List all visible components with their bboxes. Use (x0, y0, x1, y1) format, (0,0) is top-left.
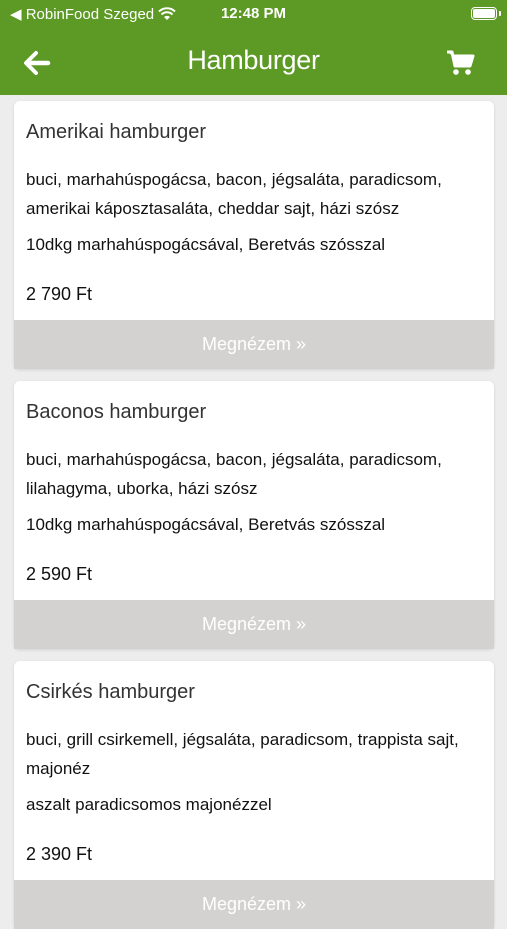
view-product-button[interactable]: Megnézem » (14, 600, 494, 649)
product-price: 2 590 Ft (26, 564, 93, 584)
cart-icon[interactable] (445, 48, 475, 78)
product-ingredients: buci, marhahúspogácsa, bacon, jégsaláta, paradicsom, amerikai káposztasaláta, cheddar sajt, házi szósz (26, 170, 442, 218)
view-product-button[interactable]: Megnézem » (14, 320, 494, 369)
product-name: Csirkés hamburger (26, 681, 195, 703)
battery-icon (471, 7, 497, 20)
product-price: 2 790 Ft (26, 284, 93, 304)
product-note: 10dkg marhahúspogácsával, Beretvás szósszal (26, 235, 386, 254)
product-card (14, 381, 494, 649)
product-card (14, 661, 494, 929)
product-name: Baconos hamburger (26, 401, 207, 423)
product-note: 10dkg marhahúspogácsával, Beretvás szósszal (26, 515, 386, 534)
battery-tip (499, 11, 501, 16)
product-list[interactable] (0, 95, 507, 914)
product-card (14, 101, 494, 369)
product-price: 2 390 Ft (26, 844, 93, 864)
page-title: Hamburger (187, 45, 320, 75)
product-name: Amerikai hamburger (26, 121, 207, 143)
product-ingredients: buci, marhahúspogácsa, bacon, jégsaláta, paradicsom, lilahagyma, uborka, házi szósz (26, 450, 442, 498)
view-product-button[interactable]: Megnézem » (14, 880, 494, 929)
product-note: aszalt paradicsomos majonézzel (26, 795, 272, 814)
carrier-label: ◀ RobinFood Szeged (10, 6, 155, 23)
nav-bar (0, 28, 507, 95)
status-time: 12:48 PM (220, 5, 287, 22)
status-bar (0, 0, 507, 28)
app-header (0, 0, 507, 95)
product-ingredients: buci, grill csirkemell, jégsaláta, paradicsom, trappista sajt, majonéz (26, 730, 459, 778)
